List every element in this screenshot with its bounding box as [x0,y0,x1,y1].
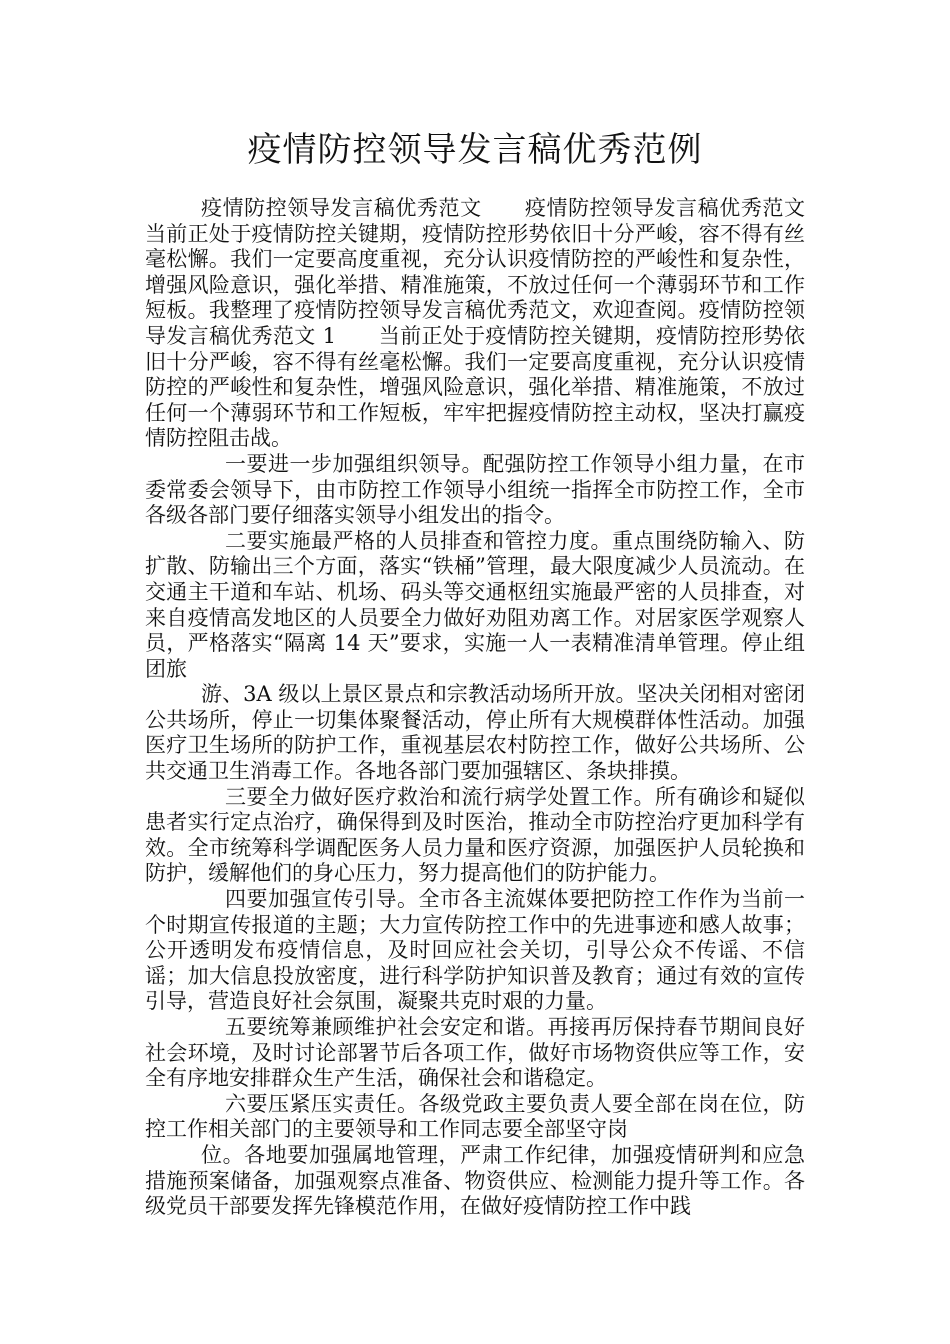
document-body [145,196,805,1220]
paragraph-intro: 疫情防控领导发言稿优秀范文 疫情防控领导发言稿优秀范文当前正处于疫情防控关键期，疫情防控形势依旧十分严峻，容不得有丝毫松懈。我们一定要高度重视，充分认识疫情防控的严峻性和复杂性，增强风险意识，强化举措、精准施策，不放过任何一个薄弱环节和工作短板。我整理了疫情防控领导发言稿优秀范文，欢迎查阅。疫情防控领导发言稿优秀范文 1 当前正处于疫情防控关键期，疫情防控形势依旧十分严峻，容不得有丝毫松懈。我们一定要高度重视，充分认识疫情防控的严峻性和复杂性，增强风险意识，强化举措、精准施策，不放过任何一个薄弱环节和工作短板，牢牢把握疫情防控主动权，坚决打赢疫情防控阻击战。 [145,196,805,451]
paragraph-point-5: 五要统筹兼顾维护社会安定和谐。再接再厉保持春节期间良好社会环境，及时讨论部署节后各项工作，做好市场物资供应等工作，安全有序地安排群众生产生活，确保社会和谐稳定。 [145,1015,805,1091]
paragraph-point-2-continued: 游、3A 级以上景区景点和宗教活动场所开放。坚决关闭相对密闭公共场所，停止一切集体聚餐活动，停止所有大规模群体性活动。加强医疗卫生场所的防护工作，重视基层农村防控工作，做好公共场所、公共交通卫生消毒工作。各地各部门要加强辖区、条块排摸。 [145,682,805,784]
paragraph-point-1: 一要进一步加强组织领导。配强防控工作领导小组力量，在市委常委会领导下，由市防控工作领导小组统一指挥全市防控工作，全市各级各部门要仔细落实领导小组发出的指令。 [145,451,805,528]
paragraph-point-3: 三要全力做好医疗救治和流行病学处置工作。所有确诊和疑似患者实行定点治疗，确保得到及时医治，推动全市防控治疗更加科学有效。全市统筹科学调配医务人员力量和医疗资源，加强医护人员轮换和防护，缓解他们的身心压力，努力提高他们的防护能力。 [145,784,805,886]
document-title: 疫情防控领导发言稿优秀范例 [247,130,703,170]
paragraph-point-6: 六要压紧压实责任。各级党政主要负责人要全部在岗在位，防控工作相关部门的主要领导和工作同志要全部坚守岗 [145,1091,805,1142]
paragraph-point-4: 四要加强宣传引导。全市各主流媒体要把防控工作作为当前一个时期宣传报道的主题；大力宣传防控工作中的先进事迹和感人故事；公开透明发布疫情信息，及时回应社会关切，引导公众不传谣、不信谣；加大信息投放密度，进行科学防护知识普及教育；通过有效的宣传引导，营造良好社会氛围，凝聚共克时艰的力量。 [145,887,805,1014]
paragraph-point-6-continued: 位。各地要加强属地管理，严肃工作纪律，加强疫情研判和应急措施预案储备，加强观察点准备、物资供应、检测能力提升等工作。各级党员干部要发挥先锋模范作用，在做好疫情防控工作中践 [145,1142,805,1219]
paragraph-point-2: 二要实施最严格的人员排查和管控力度。重点围绕防输入、防扩散、防输出三个方面，落实“铁桶”管理，最大限度减少人员流动。在交通主干道和车站、机场、码头等交通枢纽实施最严密的人员排查，对来自疫情高发地区的人员要全力做好劝阻劝离工作。对居家医学观察人员，严格落实“隔离 14 天”要求，实施一人一表精准清单管理。停止组团旅 [145,528,805,681]
